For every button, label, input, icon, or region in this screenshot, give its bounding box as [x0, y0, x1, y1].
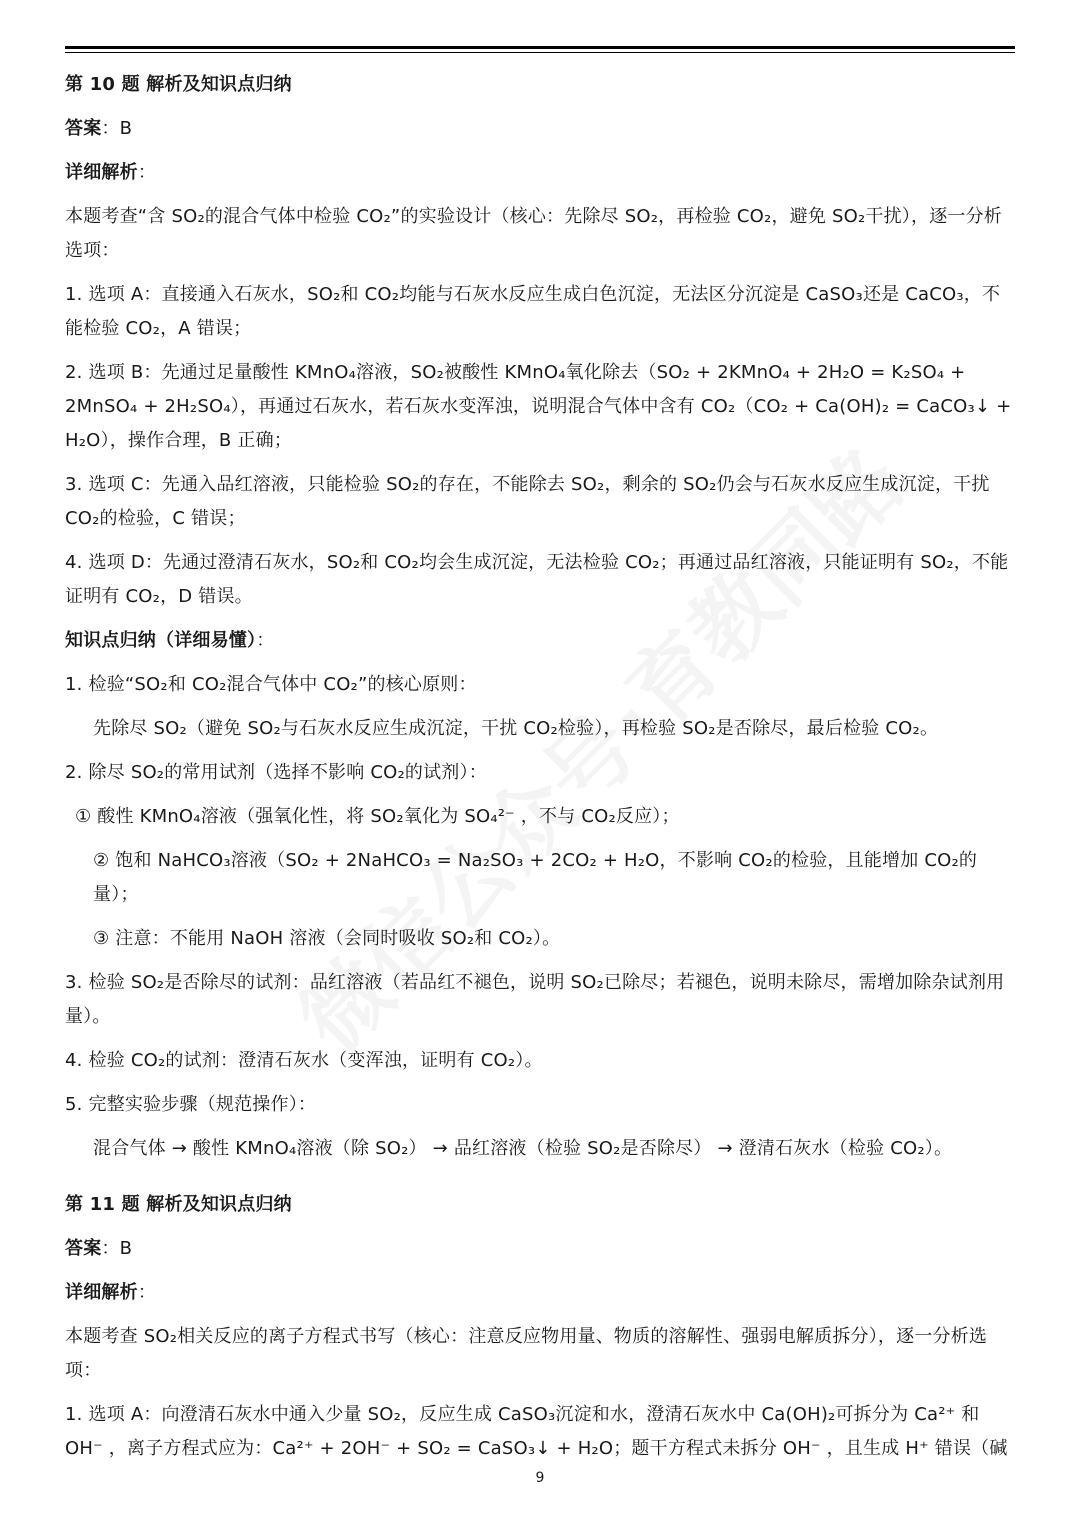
q11-analysis-heading: [65, 1276, 1015, 1310]
q10-knowledge-colon: ：: [256, 630, 275, 651]
q11-intro: 本题考查 SO₂相关反应的离子方程式书写（核心：注意反应物用量、物质的溶解性、强弱电解质拆分），逐一分析选项：: [65, 1326, 988, 1381]
q11-title: 第 11 题 解析及知识点归纳: [65, 1194, 292, 1215]
q10-k2-item-1: ① 酸性 KMnO₄溶液（强氧化性，将 SO₂氧化为 SO₄²⁻ ，不与 CO₂反应）；: [75, 806, 680, 827]
q10-title: 第 10 题 解析及知识点归纳: [65, 74, 292, 95]
q10-answer: [65, 112, 1015, 146]
page-number: 9: [535, 1470, 545, 1486]
q10-intro: 本题考查“含 SO₂的混合气体中检验 CO₂”的实验设计（核心：先除尽 SO₂，再检验 CO₂，避免 SO₂干扰），逐一分析选项：: [65, 206, 1002, 261]
q11-option-a: 1. 选项 A：向澄清石灰水中通入少量 SO₂，反应生成 CaSO₃沉淀和水，澄清石灰水中 Ca(OH)₂可拆分为 Ca²⁺ 和 OH⁻ ，离子方程式应为：Ca²⁺ + 2OH⁻ + SO₂ = CaSO₃↓ + H₂O；题干方程式未拆分 OH⁻ ，且生成 H⁺ 错误（碱: [65, 1404, 1008, 1459]
q10-k3: 3. 检验 SO₂是否除尽的试剂：品红溶液（若品红不褪色，说明 SO₂已除尽；若褪色，说明未除尽，需增加除杂试剂用量）。: [65, 972, 1005, 1027]
header-rule-thick: [65, 46, 1015, 49]
q10-k1-detail: 先除尽 SO₂（避免 SO₂与石灰水反应生成沉淀，干扰 CO₂检验），再检验 SO₂是否除尽，最后检验 CO₂。: [93, 718, 939, 739]
q10-knowledge-heading: [65, 624, 1015, 658]
q10-option-d: 4. 选项 D：先通过澄清石灰水，SO₂和 CO₂均会生成沉淀，无法检验 CO₂；再通过品红溶液，只能证明有 SO₂，不能证明有 CO₂，D 错误。: [65, 552, 1009, 607]
q10-analysis-heading: [65, 156, 1015, 190]
q10-answer-label: 答案: [65, 118, 102, 139]
q11-answer-value: ：B: [101, 1238, 133, 1259]
document-body: [65, 68, 1015, 1476]
q11-analysis-colon: ：: [137, 1282, 157, 1303]
header-rule-thin: [65, 52, 1015, 53]
q10-answer-value: ：B: [101, 118, 133, 139]
q10-k4: 4. 检验 CO₂的试剂：澄清石灰水（变浑浊，证明有 CO₂）。: [65, 1050, 543, 1071]
q10-option-b: 2. 选项 B：先通过足量酸性 KMnO₄溶液，SO₂被酸性 KMnO₄氧化除去（SO₂ + 2KMnO₄ + 2H₂O = K₂SO₄ + 2MnSO₄ + 2H₂SO₄），再通过石灰水，若石灰水变浑浊，说明混合气体中含有 CO₂（CO₂ + Ca(OH)₂ = CaCO₃↓ + H₂O），操作合理，B 正确；: [65, 362, 1012, 451]
q10-k2: 2. 除尽 SO₂的常用试剂（选择不影响 CO₂的试剂）：: [65, 762, 487, 783]
q10-k5: 5. 完整实验步骤（规范操作）：: [65, 1094, 317, 1115]
q10-option-c: 3. 选项 C：先通入品红溶液，只能检验 SO₂的存在，不能除去 SO₂，剩余的 SO₂仍会与石灰水反应生成沉淀，干扰 CO₂的检验，C 错误；: [65, 474, 990, 529]
q10-k2-item-2: ② 饱和 NaHCO₃溶液（SO₂ + 2NaHCO₃ = Na₂SO₃ + 2CO₂ + H₂O，不影响 CO₂的检验，且能增加 CO₂的量）；: [93, 850, 978, 905]
q10-analysis-label: 详细解析: [65, 162, 138, 183]
q10-analysis-colon: ：: [137, 162, 157, 183]
q11-answer-label: 答案: [65, 1238, 102, 1259]
q11-analysis-label: 详细解析: [65, 1282, 138, 1303]
q10-knowledge-label: 知识点归纳（详细易懂）: [65, 630, 257, 651]
q10-k1: 1. 检验“SO₂和 CO₂混合气体中 CO₂”的核心原则：: [65, 674, 477, 695]
q10-k5-detail: 混合气体 → 酸性 KMnO₄溶液（除 SO₂） → 品红溶液（检验 SO₂是否除尽） → 澄清石灰水（检验 CO₂）。: [93, 1138, 953, 1159]
q10-k2-item-3: ③ 注意：不能用 NaOH 溶液（会同时吸收 SO₂和 CO₂）。: [93, 928, 561, 949]
q11-answer: [65, 1232, 1015, 1266]
q10-option-a: 1. 选项 A：直接通入石灰水，SO₂和 CO₂均能与石灰水反应生成白色沉淀，无法区分沉淀是 CaSO₃还是 CaCO₃，不能检验 CO₂，A 错误；: [65, 284, 1001, 339]
